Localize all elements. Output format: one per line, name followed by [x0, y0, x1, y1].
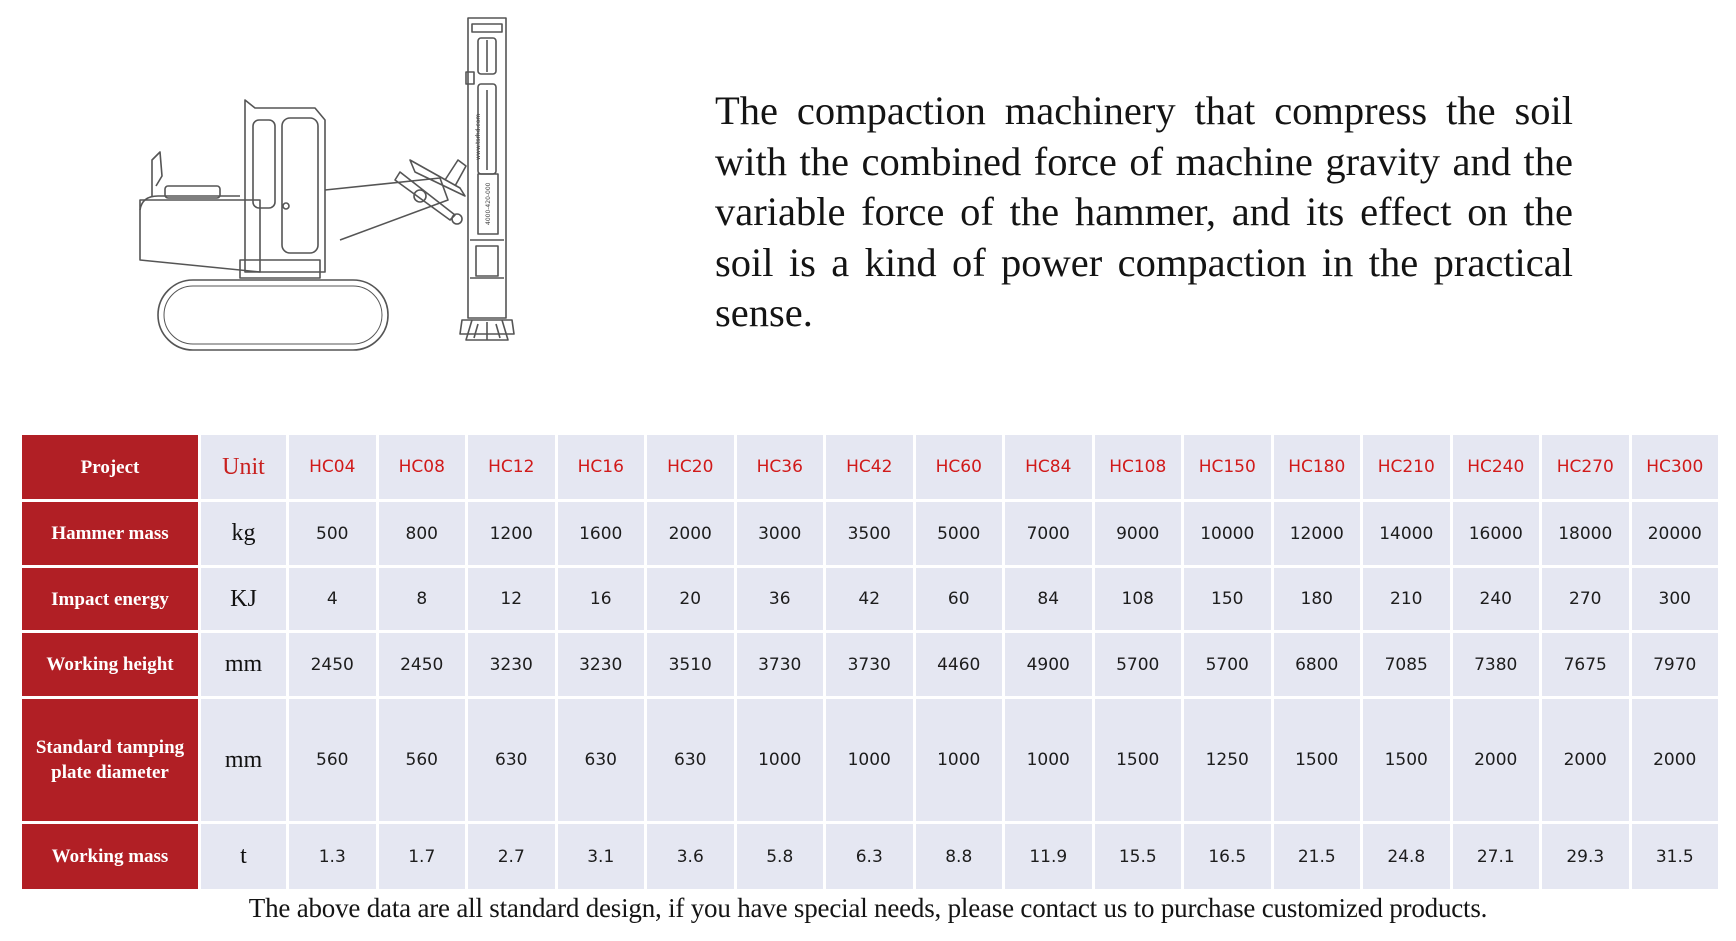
machine-website-label: www.tsrhd.com — [475, 113, 482, 160]
value-cell: 3.1 — [558, 824, 645, 889]
value-cell: 11.9 — [1005, 824, 1092, 889]
value-cell: 16.5 — [1184, 824, 1271, 889]
value-cell: 5700 — [1184, 633, 1271, 695]
value-cell: 20 — [647, 568, 734, 630]
value-cell: 3730 — [737, 633, 824, 695]
project-header-cell: Project — [22, 435, 198, 499]
row-label-cell: Impact energy — [22, 568, 198, 630]
model-header-cell: HC12 — [468, 435, 555, 499]
value-cell: 3000 — [737, 502, 824, 564]
value-cell: 6800 — [1274, 633, 1361, 695]
value-cell: 1.3 — [289, 824, 376, 889]
model-header-cell: HC150 — [1184, 435, 1271, 499]
value-cell: 14000 — [1363, 502, 1450, 564]
model-header-cell: HC60 — [916, 435, 1003, 499]
model-header-cell: HC240 — [1453, 435, 1540, 499]
value-cell: 800 — [379, 502, 466, 564]
value-cell: 18000 — [1542, 502, 1629, 564]
model-header-cell: HC300 — [1632, 435, 1719, 499]
row-unit-cell: mm — [201, 633, 286, 695]
model-header-cell: HC20 — [647, 435, 734, 499]
value-cell: 1200 — [468, 502, 555, 564]
value-cell: 3500 — [826, 502, 913, 564]
value-cell: 108 — [1095, 568, 1182, 630]
model-header-cell: HC04 — [289, 435, 376, 499]
value-cell: 8.8 — [916, 824, 1003, 889]
value-cell: 15.5 — [1095, 824, 1182, 889]
value-cell: 1500 — [1363, 699, 1450, 822]
spec-table — [19, 432, 1721, 892]
value-cell: 560 — [289, 699, 376, 822]
value-cell: 8 — [379, 568, 466, 630]
value-cell: 2.7 — [468, 824, 555, 889]
model-header-cell: HC36 — [737, 435, 824, 499]
value-cell: 5.8 — [737, 824, 824, 889]
value-cell: 630 — [647, 699, 734, 822]
row-label-cell: Standard tamping plate diameter — [22, 699, 198, 822]
value-cell: 300 — [1632, 568, 1719, 630]
operator-cab — [245, 100, 325, 272]
boom-arm — [325, 178, 448, 240]
value-cell: 7970 — [1632, 633, 1719, 695]
value-cell: 10000 — [1184, 502, 1271, 564]
value-cell: 7380 — [1453, 633, 1540, 695]
value-cell: 1.7 — [379, 824, 466, 889]
value-cell: 1250 — [1184, 699, 1271, 822]
value-cell: 1000 — [916, 699, 1003, 822]
table-header-row — [22, 435, 1718, 499]
value-cell: 4460 — [916, 633, 1003, 695]
value-cell: 1500 — [1274, 699, 1361, 822]
value-cell: 84 — [1005, 568, 1092, 630]
model-header-cell: HC84 — [1005, 435, 1092, 499]
table-row — [22, 824, 1718, 889]
value-cell: 20000 — [1632, 502, 1719, 564]
row-unit-cell: kg — [201, 502, 286, 564]
value-cell: 2450 — [379, 633, 466, 695]
model-header-cell: HC08 — [379, 435, 466, 499]
value-cell: 24.8 — [1363, 824, 1450, 889]
table-row — [22, 568, 1718, 630]
compactor-machine-drawing — [110, 10, 570, 370]
unit-header-cell: Unit — [201, 435, 286, 499]
value-cell: 5000 — [916, 502, 1003, 564]
value-cell: 7000 — [1005, 502, 1092, 564]
value-cell: 7085 — [1363, 633, 1450, 695]
value-cell: 1600 — [558, 502, 645, 564]
model-header-cell: HC270 — [1542, 435, 1629, 499]
value-cell: 3.6 — [647, 824, 734, 889]
value-cell: 5700 — [1095, 633, 1182, 695]
model-header-cell: HC16 — [558, 435, 645, 499]
value-cell: 42 — [826, 568, 913, 630]
value-cell: 3510 — [647, 633, 734, 695]
value-cell: 16000 — [1453, 502, 1540, 564]
model-header-cell: HC42 — [826, 435, 913, 499]
table-row — [22, 502, 1718, 564]
value-cell: 21.5 — [1274, 824, 1361, 889]
model-header-cell: HC210 — [1363, 435, 1450, 499]
value-cell: 2000 — [1542, 699, 1629, 822]
crawler-track — [158, 280, 388, 350]
value-cell: 3730 — [826, 633, 913, 695]
value-cell: 27.1 — [1453, 824, 1540, 889]
row-label-cell: Working height — [22, 633, 198, 695]
value-cell: 1000 — [737, 699, 824, 822]
footnote: The above data are all standard design, if you have special needs, please contact us to purchase customized products. — [248, 893, 1488, 923]
value-cell: 4 — [289, 568, 376, 630]
row-unit-cell: mm — [201, 699, 286, 822]
value-cell: 210 — [1363, 568, 1450, 630]
value-cell: 270 — [1542, 568, 1629, 630]
value-cell: 12000 — [1274, 502, 1361, 564]
value-cell: 7675 — [1542, 633, 1629, 695]
spec-table-body — [22, 435, 1718, 889]
value-cell: 16 — [558, 568, 645, 630]
model-header-cell: HC180 — [1274, 435, 1361, 499]
value-cell: 60 — [916, 568, 1003, 630]
value-cell: 2450 — [289, 633, 376, 695]
value-cell: 12 — [468, 568, 555, 630]
value-cell: 31.5 — [1632, 824, 1719, 889]
row-label-cell: Working mass — [22, 824, 198, 889]
value-cell: 500 — [289, 502, 376, 564]
value-cell: 560 — [379, 699, 466, 822]
value-cell: 2000 — [1632, 699, 1719, 822]
value-cell: 180 — [1274, 568, 1361, 630]
value-cell: 3230 — [558, 633, 645, 695]
engine-body — [140, 200, 260, 272]
model-header-cell: HC108 — [1095, 435, 1182, 499]
value-cell: 2000 — [647, 502, 734, 564]
value-cell: 4900 — [1005, 633, 1092, 695]
value-cell: 1000 — [1005, 699, 1092, 822]
row-unit-cell: KJ — [201, 568, 286, 630]
value-cell: 630 — [468, 699, 555, 822]
row-label-cell: Hammer mass — [22, 502, 198, 564]
value-cell: 150 — [1184, 568, 1271, 630]
machine-phone-label: 4000-420-000 — [485, 182, 492, 225]
intro-description: The compaction machinery that compress the soil with the combined force of machine gravity and the variable force of the hammer, and its effect on the soil is a kind of power compaction in the practical sense. — [715, 88, 1573, 336]
value-cell: 9000 — [1095, 502, 1182, 564]
table-row — [22, 633, 1718, 695]
value-cell: 1500 — [1095, 699, 1182, 822]
value-cell: 3230 — [468, 633, 555, 695]
value-cell: 6.3 — [826, 824, 913, 889]
value-cell: 240 — [1453, 568, 1540, 630]
value-cell: 630 — [558, 699, 645, 822]
table-row — [22, 699, 1718, 822]
value-cell: 36 — [737, 568, 824, 630]
value-cell: 2000 — [1453, 699, 1540, 822]
row-unit-cell: t — [201, 824, 286, 889]
value-cell: 1000 — [826, 699, 913, 822]
value-cell: 29.3 — [1542, 824, 1629, 889]
